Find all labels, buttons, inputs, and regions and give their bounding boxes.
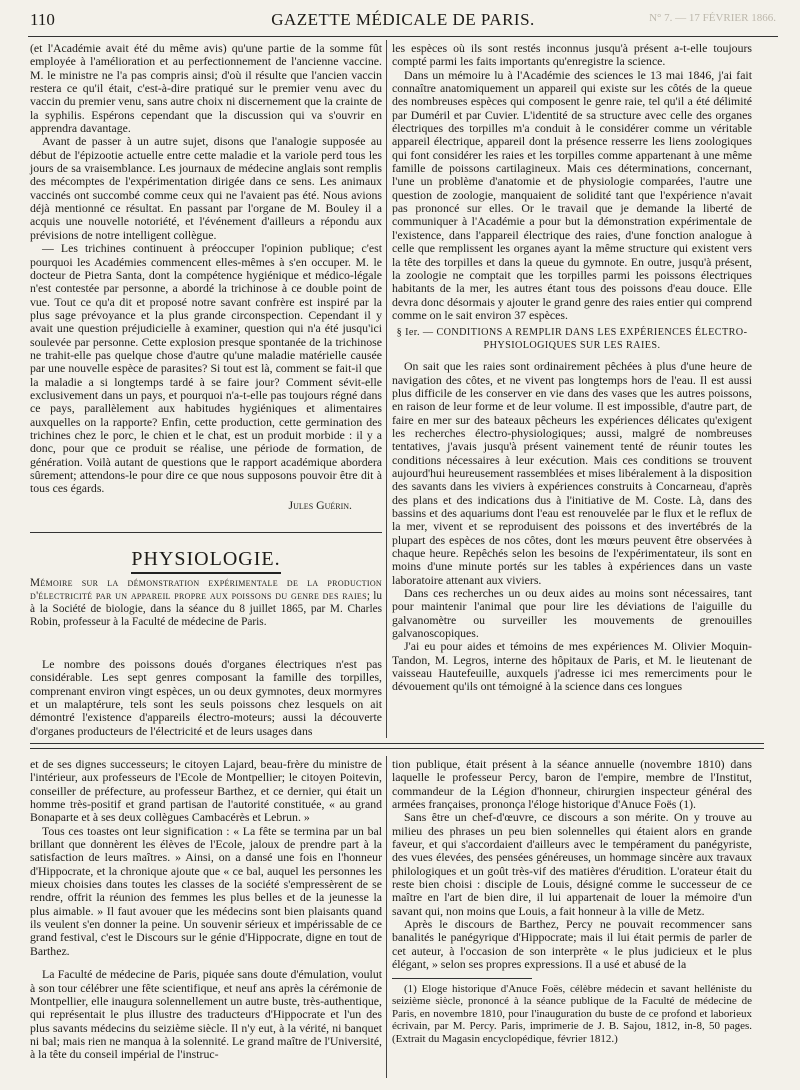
- subsection-heading-line1: § Ier. — CONDITIONS A REMPLIR DANS LES EXPÉRIENCES ÉLECTRO-: [396, 327, 748, 339]
- paragraph: Avant de passer à un autre sujet, disons que l'analogie supposée au début de l'épizootie actuelle entre cette maladie et la variole perd tous les jours de sa vraisemblance. Les journaux de médecine anglais sont remplis des mécomptes de l'expérimentation dirigée dans ce sens. Les animaux vaccinés ont succombé comme ceux qui ne l'avaient pas été. Nous avions déjà mentionné ce résultat. En passant par l'organe de M. Bouley il a acquis une nouvelle notoriété, et l'événement d'ailleurs a répondu aux prévisions de notre intelligent collègue.: [30, 134, 382, 242]
- lower-right-column: [392, 758, 752, 1045]
- memoire-title: [30, 577, 382, 629]
- section-heading: [30, 548, 382, 574]
- bleed-through-text: N° 7. — 17 FÉVRIER 1866.: [649, 12, 776, 24]
- feuilleton-rule-top: [30, 743, 764, 744]
- page-number: 110: [30, 10, 55, 29]
- footnote-rule: [392, 978, 532, 979]
- upper-left-column: [30, 42, 382, 512]
- subsection-heading: [392, 326, 752, 352]
- paragraph: Dans un mémoire lu à l'Académie des sciences le 13 mai 1846, j'ai fait connaître anatomiquement un appareil qui existe sur les côtés de la queue des nombreuses espèces qui composent le genre raie, tel qu'il a été délimité par Duméril et par Cuvier. L'identité de sa structure avec celle des organes électriques des torpilles m'a conduit à le considérer comme un véritable appareil électrique, appareil dont la présence resserre les liens zoologiques qui font considérer les raies et les torpilles comme appartenant à une même famille de poissons cartilagineux. Mais ces déterminations, concernant, l'une un problème d'anatomie et de physiologie comparées, l'autre une question de zoologie, manquaient de solidité tant que l'expérience n'avait pas prononcé sur elles. Or le travail que je demande la liberté de communiquer à l'Académie a pour but la démonstration expérimentale de l'existence, dans l'appareil électrique des raies, d'une fonction analogue à celle que remplissent les organes ayant la même structure qui existent vers la tête des torpilles et dans la queue du gymnote. En outre, jusqu'à présent, la zoologie ne comptait que les torpilles parmi les poissons électriques habitants de la mer, les autres étant tous des poissons d'eau douce. Elle devra donc désormais y ajouter le grand genre des raies entier qui comprend comme on le sait environ 37 espèces.: [392, 67, 752, 322]
- paragraph: et de ses dignes successeurs; le citoyen Lajard, beau-frère du ministre de l'intérieur, aux professeurs de l'Ecole de Montpellier; le citoyen Poitevin, conseiller de préfecture, au professeur Barthez, et ce dernier, qui était un homme très-positif et grand partisan de l'autorité constituée, « au grand Bonaparte et à ses deux collègues Cambacérès et Lebrun. »: [30, 757, 382, 825]
- lower-left-column: [30, 758, 382, 1062]
- paragraph: (et l'Académie avait été du même avis) qu'une partie de la somme fût employée à l'amélioration et au perfectionnement de l'ancienne vaccine. M. le ministre ne l'a pas compris ainsi; d'où il résulte que l'ancien vaccin restera ce qu'il était, c'est-à-dire pratiqué sur le premier venu avec du vaccin du premier venu, sans autre choix ni discernement que la crainte de la syphilis. Espérons cependant que la discussion qui va s'ouvrir en apprendra davantage.: [30, 41, 382, 136]
- paragraph: Après le discours de Barthez, Percy ne pouvait recommencer sans banalités le panégyrique d'Hippocrate; mais il lui était permis de parler de cet auteur, à l'occasion de son interprète « le plus judicieux et le plus élégant, » selon ses propres expressions. Il a usé et abusé de la: [392, 917, 752, 972]
- paragraph: tion publique, était présent à la séance annuelle (novembre 1810) dans laquelle le professeur Percy, baron de l'empire, membre de l'Institut, commandeur de la Légion d'honneur, chirurgien inspecteur général des armées françaises, prononça l'éloge historique d'Anuce Foës (1).: [392, 757, 752, 812]
- paragraph: — Les trichines continuent à préoccuper l'opinion publique; c'est pourquoi les Académies commencent elles-mêmes à s'en occuper. M. le docteur de Pietra Santa, dont la compétence hygiénique et médico-légale n'est contestée par personne, a abordé la trichinose à ce double point de vue. Tout ce qu'a dit et proposé notre savant confrère est inspiré par la plus sage prévoyance et la plus grande circonspection. Cependant il y avait une question préjudicielle à examiner, question qui n'a été jusqu'ici soulevée par personne. Cette explosion presque spontanée de la trichinose ne trahit-elle pas quelque chose d'autre qu'une maladie matérielle causée par une nouvelle espèce de parasites? Si tout est là, comment se fait-il que la maladie a si longtemps tardé à se faire jour? Comment sévit-elle exclusivement dans un pays, et pourquoi n'a-t-elle pas toujours régné dans ce pays, parallèlement aux habitudes hygiéniques et alimentaires auxquelles on la rapporte? Enfin, cette production, cette germination des trichines chez le porc, le chien et le chat, est un produit morbide : il y a donc, pour que ce produit se réalise, une période de formation, de génération. Voilà autant de questions que le rapport académique abordera sûrement; attendons-le pour dire ce que nous supposons pouvoir être dit à tous ces égards.: [30, 241, 382, 496]
- paragraph: Dans ces recherches un ou deux aides au moins sont nécessaires, tant pour maintenir l'animal que pour lire les déviations de l'aiguille du galvanomètre ou surveiller les mouvements de grenouilles galvanoscopiques.: [392, 586, 752, 641]
- paragraph: La Faculté de médecine de Paris, piquée sans doute d'émulation, voulut à son tour célébrer une fête scientifique, et neuf ans après la cérémonie de Montpellier, elle inaugura solennellement un autre buste, très-authentique, qui représentait le plus illustre des traducteurs d'Hippocrate et l'un des plus savants médecins du seizième siècle. Il n'y eut, à la vérité, ni banquet ni bal; mais rien ne manqua à la solennité. Le grand maître de l'Université, à la tête du conseil impérial de l'instruc-: [30, 967, 382, 1062]
- paragraph: Tous ces toastes ont leur signification : « La fête se termina par un bal brillant que donnèrent les élèves de l'Ecole, jaloux de prendre part à la satisfaction de leurs maîtres. » Ainsi, on a dansé une fois en l'honneur d'Hippocrate, et la chronique ajoute que « ce bal, auquel les personnes les mieux choisies dans toutes les classes de la société s'empressèrent de se rendre, offrit la réunion des femmes les plus belles et de la jeunesse la plus aimable. » Il faut avouer que les médecins sont bien plaisants quand ils veulent s'en donner la peine. Un souvenir sérieux et impérissable de ce grand festival, c'est le Discours sur le génie d'Hippocrate, digne en tout de Barthez.: [30, 823, 382, 958]
- paragraph: les espèces où ils sont restés inconnus jusqu'à présent a-t-elle toujours compté parmi les faits importants qu'enregistre la science.: [392, 41, 752, 69]
- journal-title: GAZETTE MÉDICALE DE PARIS.: [271, 10, 535, 29]
- paragraph: Le nombre des poissons doués d'organes électriques n'est pas considérable. Les sept genres composant la famille des torpilles, comprenant environ vingt espèces, un ou deux gymnotes, deux mormyres et un malaptérure, tels sont les seuls poissons chez lesquels on ait démontré l'existence d'appareils électro-moteurs; aussi la découverte d'organes producteurs de l'électricité et de leurs usages dans: [30, 657, 382, 738]
- upper-right-column: [392, 42, 752, 694]
- column-rule: [386, 40, 387, 738]
- paragraph: Sans être un chef-d'œuvre, ce discours a son mérite. On y trouve au milieu des phrases un peu bien solennelles qui étaient alors en grande faveur, et qui s'accordaient d'ailleurs avec le tempérament du panégyriste, des vues élevées, des pensées généreuses, un hommage sincère aux travaux philologiques et un goût très-vif des matières d'érudition. L'orateur était du reste bien choisi : disciple de Louis, désigné comme le successeur de ce maître en l'art de bien dire, il lui appartenait de louer la mémoire d'un savant qui, non moins que Louis, a fait honneur à la ville de Metz.: [392, 810, 752, 918]
- author-signature: Jules Guérin.: [288, 497, 352, 512]
- column-rule: [386, 756, 387, 1078]
- header-rule: [28, 36, 778, 37]
- feuilleton-rule-bottom: [30, 748, 764, 749]
- subsection-heading-line2: PHYSIOLOGIQUES SUR LES RAIES.: [483, 340, 661, 352]
- section-divider: [30, 532, 382, 533]
- page-header: [30, 10, 776, 34]
- physiologie-column: [30, 658, 382, 738]
- memoire-byline: ; lu à la Société de biologie, dans la séance du 8 juillet 1865, par M. Charles Robin, professeur à la Faculté de médecine de Paris.: [30, 590, 382, 628]
- physiologie-heading: PHYSIOLOGIE.: [131, 548, 280, 574]
- paragraph: J'ai eu pour aides et témoins de mes expériences M. Olivier Moquin-Tandon, M. Legros, interne des hôpitaux de Paris, et M. le lieutenant de vaisseau Hautefeuille, auxquels j'adresse ici mes remerciments pour le dévouement qu'ils ont témoigné à la science dans ces longues: [392, 639, 752, 694]
- paragraph: On sait que les raies sont ordinairement pêchées à plus d'une heure de navigation des côtes, et ne vivent pas longtemps hors de l'eau. Il est aussi plus difficile de les conserver en vie dans des vases que les autres poissons, en raison de leur forme et de leur volume. Il est impossible, d'autre part, de faire en mer sur des bateaux pêcheurs les expériences délicates qu'exigent les recherches électro-physiologiques; aussi, malgré de nombreuses tentatives, j'avais jusqu'à présent vainement tenté de réunir toutes les conditions nécessaires à leur exécution. Mais ces conditions se trouvent aujourd'hui heureusement rassemblées et mises libéralement à la disposition des savants dans les viviers à expériences construits à Concarneau, d'après des plans et des indications dus à l'initiative de M. Coste. Là, dans des bassins et des aquariums dont l'eau est renouvelée par le flux et le reflux de la mer, vivent et se reproduisent des poissons et des invertébrés de la plupart des espèces de nos côtes, dont les mœurs peuvent être observées à chaque heure. Repêchés selon les besoins de l'expérimentateur, ils sont en moins d'une minute portés sur les tables à expériences dans un vaste laboratoire attenant aux viviers.: [392, 359, 752, 587]
- memoire-title-smallcaps: Mémoire sur la démonstration expérimentale de la production d'électricité par un appareil propre aux poissons du genre des raies: [30, 577, 382, 602]
- footnote: (1) Eloge historique d'Anuce Foës, célèbre médecin et savant helléniste du seizième siècle, prononcé à la séance publique de la Faculté de médecine de Paris, en novembre 1810, pour l'inauguration du buste de ce profond et laborieux écrivain, par M. Percy. Paris, imprimerie de J. B. Sajou, 1812, in-8, 50 pages. (Extrait du Magasin encyclopédique, février 1812.): [392, 982, 752, 1045]
